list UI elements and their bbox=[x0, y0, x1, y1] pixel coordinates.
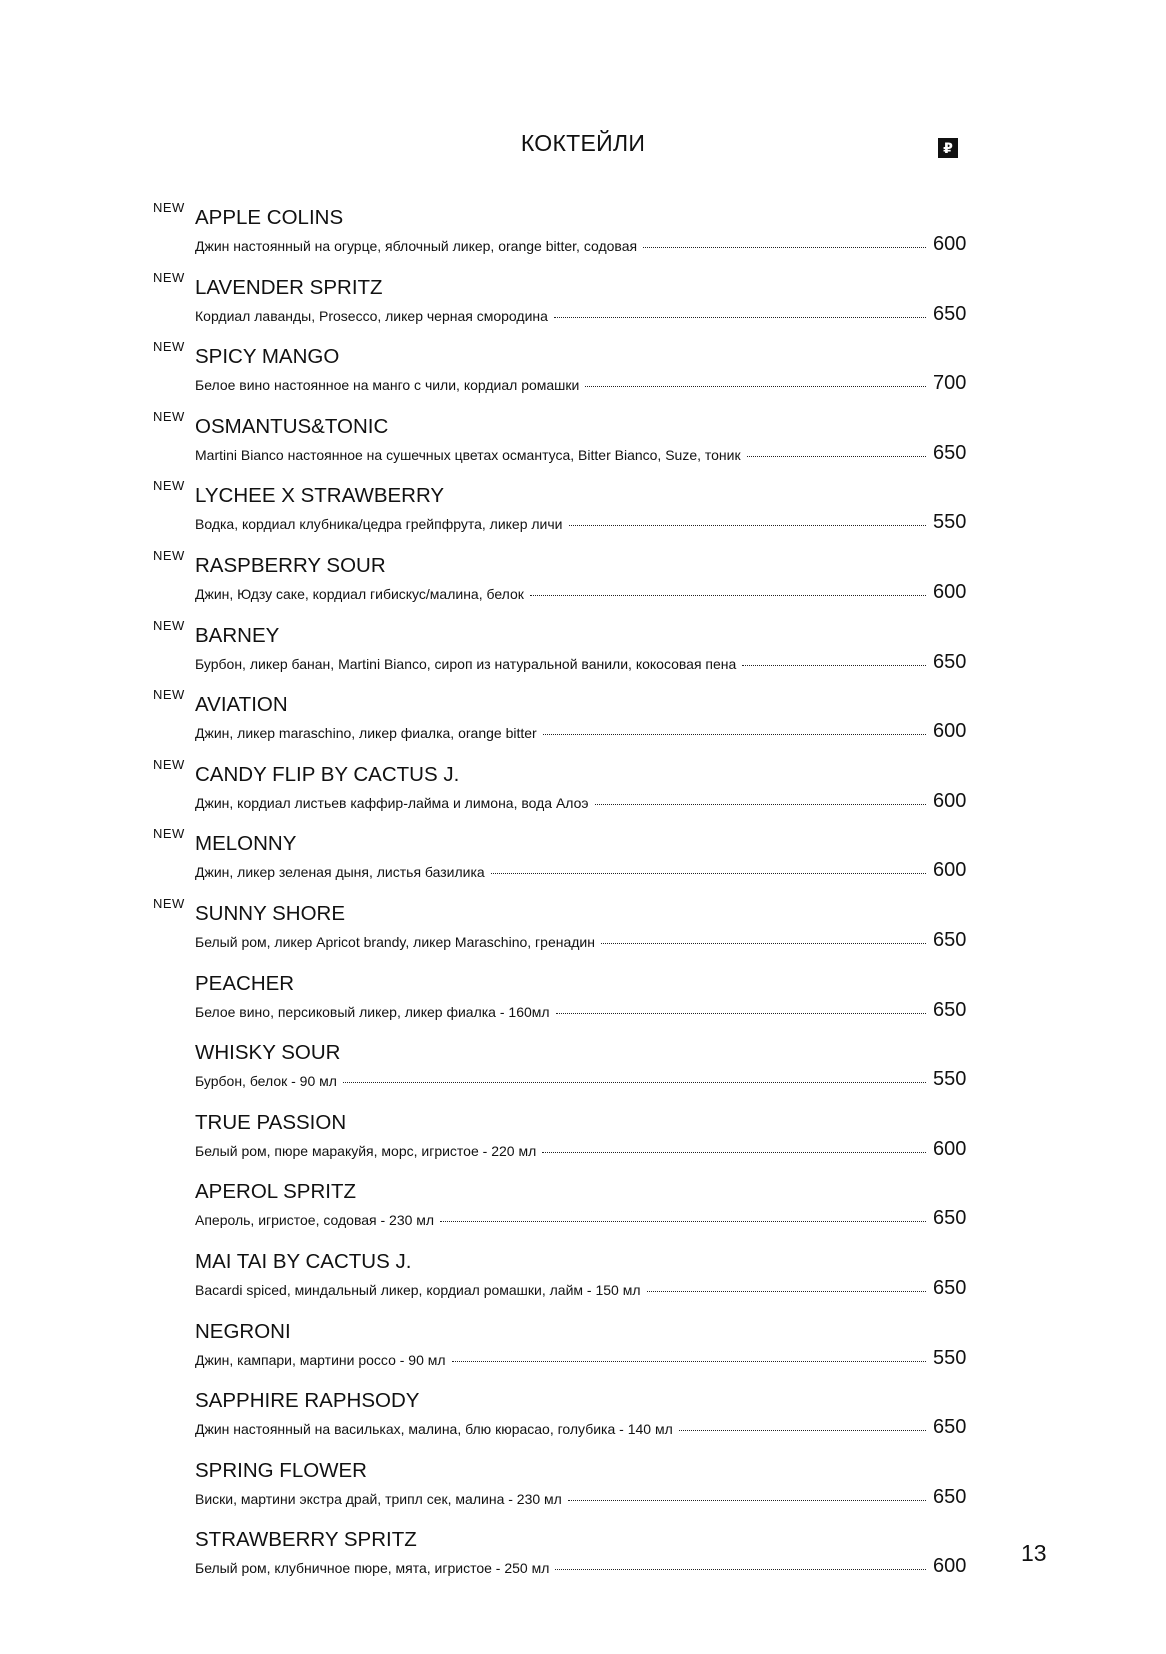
menu-item-description: Джин, ликер maraschino, ликер фиалка, orange bitter bbox=[195, 725, 537, 742]
page-title: КОКТЕЙЛИ bbox=[520, 130, 646, 156]
dot-leader bbox=[601, 943, 926, 944]
menu-item-price: 650 bbox=[933, 998, 967, 1021]
menu-item-name: RASPBERRY SOUR bbox=[195, 553, 386, 577]
page-number: 13 bbox=[1021, 1540, 1047, 1566]
menu-item-name: WHISKY SOUR bbox=[195, 1041, 341, 1065]
menu-item-price: 600 bbox=[933, 233, 967, 255]
cocktail-menu-list bbox=[0, 200, 1166, 1592]
menu-item-name: PEACHER bbox=[195, 971, 295, 995]
dot-leader bbox=[556, 1013, 926, 1014]
dot-leader bbox=[647, 1291, 926, 1292]
menu-item-description: Джин настоянный на васильках, малина, блю кюрасао, голубика - 140 мл bbox=[195, 1421, 673, 1438]
menu-item-line bbox=[195, 864, 930, 880]
menu-item-name: CANDY FLIP BY CACTUS J. bbox=[195, 762, 460, 786]
menu-item-description: Белый ром, клубничное пюре, мята, игристое - 250 мл bbox=[195, 1560, 550, 1577]
menu-item bbox=[0, 270, 1166, 340]
menu-item-price: 650 bbox=[933, 650, 967, 673]
menu-item-description: Белый ром, пюре маракуйя, морс, игристое - 220 мл bbox=[195, 1142, 537, 1159]
dot-leader bbox=[679, 1430, 926, 1431]
menu-item-name: LAVENDER SPRITZ bbox=[195, 275, 383, 299]
menu-item bbox=[0, 200, 1166, 270]
menu-item-description: Белое вино настоянное на манго с чили, кордиал ромашки bbox=[195, 377, 580, 394]
menu-item-description: Белое вино, персиковый ликер, ликер фиалка - 160мл bbox=[195, 1003, 550, 1020]
menu-item-price: 600 bbox=[933, 1555, 967, 1578]
menu-item-name: AVIATION bbox=[195, 693, 288, 717]
menu-item-price: 650 bbox=[933, 1207, 967, 1230]
new-badge: NEW bbox=[153, 547, 185, 563]
dot-leader bbox=[343, 1082, 926, 1083]
menu-item bbox=[0, 409, 1166, 479]
menu-item-description: Джин, кордиал листьев каффир-лайма и лимона, вода Алоэ bbox=[195, 794, 589, 811]
menu-item bbox=[0, 1383, 1166, 1453]
currency-badge: ₽ bbox=[938, 138, 958, 158]
menu-item bbox=[0, 618, 1166, 688]
dot-leader bbox=[554, 317, 926, 318]
menu-item-line bbox=[195, 377, 930, 393]
menu-item bbox=[0, 339, 1166, 409]
menu-item-line bbox=[195, 1073, 930, 1089]
new-badge: NEW bbox=[153, 269, 185, 285]
menu-item-price: 650 bbox=[933, 302, 967, 325]
menu-item-price: 700 bbox=[933, 372, 967, 395]
menu-item-description: Апероль, игристое, содовая - 230 мл bbox=[195, 1212, 435, 1229]
menu-item-price: 600 bbox=[933, 1137, 967, 1160]
dot-leader bbox=[491, 873, 926, 874]
dot-leader bbox=[452, 1361, 926, 1362]
new-badge: NEW bbox=[153, 617, 185, 633]
menu-item-description: Джин, Юдзу саке, кордиал гибискус/малина, белок bbox=[195, 585, 524, 602]
dot-leader bbox=[747, 456, 926, 457]
menu-item-line bbox=[195, 516, 930, 532]
menu-item-name: MAI TAI BY CACTUS J. bbox=[195, 1249, 412, 1273]
menu-item-line bbox=[195, 1004, 930, 1020]
menu-item bbox=[0, 966, 1166, 1036]
menu-item bbox=[0, 1453, 1166, 1523]
dot-leader bbox=[643, 247, 926, 248]
menu-item-price: 650 bbox=[933, 1276, 967, 1299]
menu-item bbox=[0, 1105, 1166, 1175]
new-badge: NEW bbox=[153, 200, 185, 215]
menu-item-description: Бурбон, ликер банан, Martini Bianco, сироп из натуральной ванили, кокосовая пена bbox=[195, 655, 737, 672]
menu-item-name: SAPPHIRE RAPHSODY bbox=[195, 1389, 420, 1413]
menu-item-price: 550 bbox=[933, 1068, 967, 1091]
menu-item-name: BARNEY bbox=[195, 623, 280, 647]
menu-item-price: 550 bbox=[933, 511, 967, 534]
dot-leader bbox=[543, 734, 926, 735]
menu-item bbox=[0, 1522, 1166, 1592]
menu-item-name: STRAWBERRY SPRITZ bbox=[195, 1528, 417, 1552]
menu-item-name: NEGRONI bbox=[195, 1319, 291, 1343]
menu-item-price: 650 bbox=[933, 928, 967, 951]
menu-item-name: MELONNY bbox=[195, 832, 297, 856]
menu-item-line bbox=[195, 238, 930, 254]
menu-item-description: Джин, ликер зеленая дыня, листья базилика bbox=[195, 864, 485, 881]
menu-item-line bbox=[195, 795, 930, 811]
menu-item-line bbox=[195, 1282, 930, 1298]
new-badge: NEW bbox=[153, 339, 185, 355]
menu-item-line bbox=[195, 1143, 930, 1159]
dot-leader bbox=[585, 386, 926, 387]
menu-item-description: Виски, мартини экстра драй, трипл сек, малина - 230 мл bbox=[195, 1490, 562, 1507]
menu-item-description: Джин, кампари, мартини россо - 90 мл bbox=[195, 1351, 446, 1368]
menu-item-description: Кордиал лаванды, Prosecco, ликер черная смородина bbox=[195, 307, 548, 324]
menu-item-description: Джин настоянный на огурце, яблочный ликер, orange bitter, содовая bbox=[195, 238, 638, 254]
menu-item-price: 650 bbox=[933, 441, 967, 464]
menu-item bbox=[0, 826, 1166, 896]
menu-item-price: 600 bbox=[933, 720, 967, 743]
menu-item-line bbox=[195, 656, 930, 672]
new-badge: NEW bbox=[153, 687, 185, 703]
menu-item bbox=[0, 757, 1166, 827]
menu-item-line bbox=[195, 725, 930, 741]
new-badge: NEW bbox=[153, 408, 185, 424]
menu-item-line bbox=[195, 447, 930, 463]
menu-item-price: 550 bbox=[933, 1346, 967, 1369]
new-badge: NEW bbox=[153, 478, 185, 494]
menu-item-description: Бурбон, белок - 90 мл bbox=[195, 1073, 337, 1090]
menu-item-price: 600 bbox=[933, 859, 967, 882]
menu-item bbox=[0, 548, 1166, 618]
menu-item-line bbox=[195, 586, 930, 602]
dot-leader bbox=[530, 595, 926, 596]
menu-item-description: Martini Bianco настоянное на сушечных цветах османтуса, Bitter Bianco, Suze, тоник bbox=[195, 446, 741, 463]
menu-item-name: TRUE PASSION bbox=[195, 1110, 347, 1134]
menu-item-name: SPICY MANGO bbox=[195, 345, 340, 369]
menu-item-line bbox=[195, 1212, 930, 1228]
menu-item bbox=[0, 1244, 1166, 1314]
menu-item-price: 600 bbox=[933, 789, 967, 812]
menu-item-price: 650 bbox=[933, 1416, 967, 1439]
menu-item bbox=[0, 1174, 1166, 1244]
menu-item bbox=[0, 478, 1166, 548]
menu-item-name: LYCHEE X STRAWBERRY bbox=[195, 484, 445, 508]
dot-leader bbox=[542, 1152, 926, 1153]
menu-item-line bbox=[195, 1421, 930, 1437]
dot-leader bbox=[555, 1569, 926, 1570]
new-badge: NEW bbox=[153, 895, 185, 911]
menu-item-description: Bacardi spiced, миндальный ликер, кордиал ромашки, лайм - 150 мл bbox=[195, 1281, 641, 1298]
menu-item-name: SUNNY SHORE bbox=[195, 901, 345, 925]
menu-item-name: APPLE COLINS bbox=[195, 206, 344, 229]
dot-leader bbox=[440, 1221, 926, 1222]
dot-leader bbox=[742, 665, 926, 666]
menu-item bbox=[0, 896, 1166, 966]
menu-item-line bbox=[195, 1352, 930, 1368]
menu-item-description: Водка, кордиал клубника/цедра грейпфрута, ликер личи bbox=[195, 516, 563, 533]
menu-item-price: 650 bbox=[933, 1485, 967, 1508]
new-badge: NEW bbox=[153, 826, 185, 842]
menu-item-line bbox=[195, 934, 930, 950]
menu-item-line bbox=[195, 1560, 930, 1576]
dot-leader bbox=[569, 525, 927, 526]
new-badge: NEW bbox=[153, 756, 185, 772]
menu-item bbox=[0, 687, 1166, 757]
menu-item-name: OSMANTUS&TONIC bbox=[195, 414, 389, 438]
menu-item bbox=[0, 1035, 1166, 1105]
menu-item-line bbox=[195, 1491, 930, 1507]
dot-leader bbox=[595, 804, 926, 805]
menu-item-name: SPRING FLOWER bbox=[195, 1458, 367, 1482]
menu-item-description: Белый ром, ликер Apricot brandy, ликер Maraschino, гренадин bbox=[195, 933, 595, 950]
menu-item-price: 600 bbox=[933, 580, 967, 603]
menu-item-name: APEROL SPRITZ bbox=[195, 1180, 356, 1204]
menu-item bbox=[0, 1314, 1166, 1384]
dot-leader bbox=[568, 1500, 926, 1501]
menu-item-line bbox=[195, 308, 930, 324]
